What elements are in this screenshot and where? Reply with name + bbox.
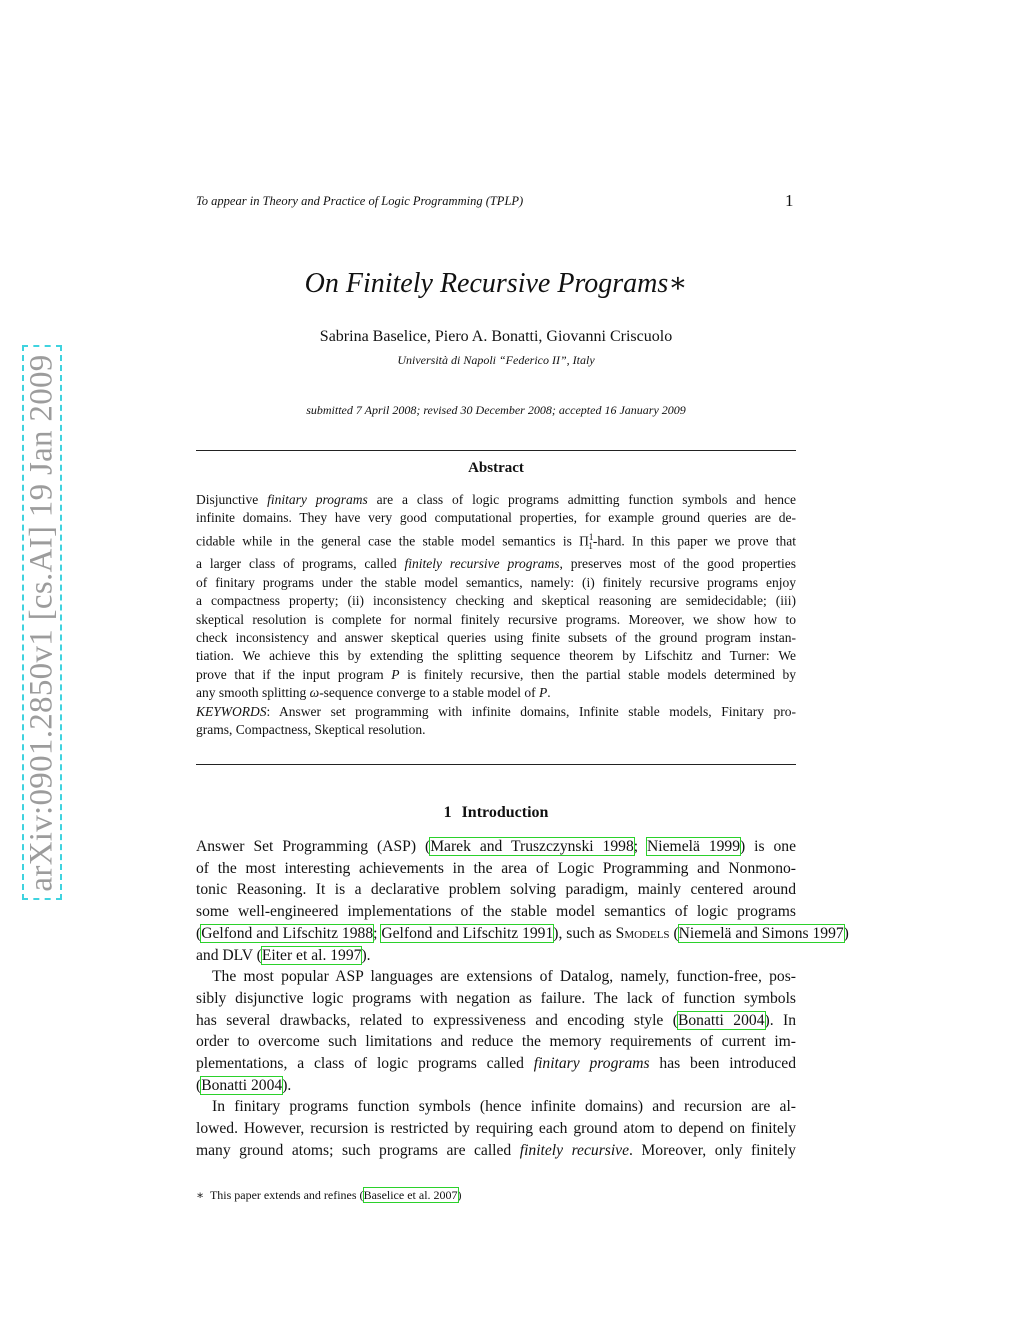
keywords-line: KEYWORDS: Answer set programming with infinite domains, Infinite stable models, Finitary pro- xyxy=(196,704,796,719)
intro-line: Answer Set Programming (ASP) (Marek and Truszczynski 1998; Niemelä 1999) is one xyxy=(196,838,797,855)
citation-link[interactable]: Niemelä 1999 xyxy=(647,838,741,855)
footnote-marker: ∗ xyxy=(196,1188,205,1202)
abstract-text xyxy=(196,491,796,703)
arxiv-stamp[interactable] xyxy=(22,345,62,900)
intro-line: plementations, a class of logic programs called finitary programs has been introduced xyxy=(196,1055,796,1073)
page-number: 1 xyxy=(785,191,794,210)
abstract-line: infinite domains. They have very good computational properties, for example ground queries are de- xyxy=(196,510,796,526)
abstract-line: Disjunctive finitary programs are a class of logic programs admitting function symbols and hence xyxy=(196,492,797,507)
section-title: Introduction xyxy=(461,804,549,821)
abstract-line: tiation. We achieve this by extending the splitting sequence theorem by Lifschitz and Turner: We xyxy=(196,648,796,664)
abstract-top-rule xyxy=(196,450,796,451)
citation-link[interactable]: Niemelä and Simons 1997 xyxy=(678,924,844,942)
section-heading-introduction xyxy=(196,804,796,822)
arxiv-identifier[interactable]: arXiv:0901.2850v1 [cs.AI] 19 Jan 2009 xyxy=(23,353,60,892)
intro-line: and DLV (Eiter et al. 1997). xyxy=(196,946,371,964)
intro-line: The most popular ASP languages are extensions of Datalog, namely, function-free, pos- xyxy=(212,968,796,986)
intro-line: has several drawbacks, related to expressiveness and encoding style (Bonatti 2004). In xyxy=(196,1011,797,1029)
running-head: To appear in Theory and Practice of Logic Programming (TPLP) xyxy=(196,194,524,208)
intro-line: of the most interesting achievements in the area of Logic Programming and Nonmono- xyxy=(196,859,796,877)
abstract-line: prove that if the input program P is finitely recursive, then the partial stable models determined by xyxy=(196,666,796,682)
abstract-line: check inconsistency and answer skeptical queries using finite subsets of the ground program instan- xyxy=(196,630,796,646)
paper-title: On Finitely Recursive Programs∗ xyxy=(304,268,688,299)
keywords-line: grams, Compactness, Skeptical resolution. xyxy=(196,722,426,738)
section-number: 1 xyxy=(443,804,452,821)
intro-line: In finitary programs function symbols (hence infinite domains) and recursion are al- xyxy=(212,1098,796,1116)
intro-line: sibly disjunctive logic programs with negation as failure. The lack of function symbols xyxy=(196,989,796,1007)
citation-link[interactable]: Eiter et al. 1997 xyxy=(261,946,362,964)
abstract-heading: Abstract xyxy=(468,460,524,476)
submission-dates: submitted 7 April 2008; revised 30 December 2008; accepted 16 January 2009 xyxy=(306,403,686,417)
keywords-label: KEYWORDS xyxy=(196,704,267,719)
affiliation: Università di Napoli “Federico II”, Italy xyxy=(397,353,595,367)
intro-line: tonic Reasoning. It is a declarative problem solving paradigm, mainly centered around xyxy=(196,881,796,899)
intro-line: some well-engineered implementations of the stable model semantics of logic programs xyxy=(196,903,796,921)
intro-line: order to overcome such limitations and reduce the memory requirements of current im- xyxy=(196,1033,796,1051)
abstract-line: of finitary programs under the stable model semantics, namely: (i) finitely recursive programs enjoy xyxy=(196,574,796,590)
abstract-line: a compactness property; (ii) inconsistency checking and skeptical reasoning are semidecidable; (iii) xyxy=(196,593,796,609)
intro-line: lowed. However, recursion is restricted by requiring each ground atom to depend on finitely xyxy=(196,1120,796,1138)
citation-link[interactable]: Bonatti 2004 xyxy=(201,1076,283,1094)
footnote: ∗ This paper extends and refines (Baselice et al. 2007) xyxy=(196,1188,462,1202)
citation-link[interactable]: Gelfond and Lifschitz 1991 xyxy=(381,924,554,942)
keywords xyxy=(196,703,796,740)
system-name: Smodels xyxy=(615,924,670,942)
intro-line: many ground atoms; such programs are called finitely recursive. Moreover, only finitely xyxy=(196,1141,796,1159)
intro-line: (Gelfond and Lifschitz 1988; Gelfond and Lifschitz 1991), such as Smodels (Niemelä and Simons 1997) xyxy=(196,924,849,942)
citation-link[interactable]: Gelfond and Lifschitz 1988 xyxy=(201,924,374,942)
citation-link[interactable]: Bonatti 2004 xyxy=(677,1011,765,1029)
intro-line: (Bonatti 2004). xyxy=(196,1076,292,1094)
abstract-line: cidable while in the general case the stable model semantics is $\Pi^1_1$-hard. In this paper we prove that xyxy=(196,531,796,551)
abstract-bottom-rule xyxy=(196,764,796,765)
abstract-line: any smooth splitting ω-sequence converge to a stable model of P. xyxy=(196,685,551,701)
introduction-text xyxy=(196,836,849,1162)
citation-link[interactable]: Marek and Truszczynski 1998 xyxy=(430,838,634,855)
abstract-line: skeptical resolution is complete for normal finitely recursive programs. Moreover, we show how to xyxy=(196,611,796,627)
citation-link[interactable]: Baselice et al. 2007 xyxy=(363,1188,458,1202)
author-list: Sabrina Baselice, Piero A. Bonatti, Giovanni Criscuolo xyxy=(319,328,673,345)
abstract-line: a larger class of programs, called finitely recursive programs, preserves most of the good properties xyxy=(196,556,796,572)
